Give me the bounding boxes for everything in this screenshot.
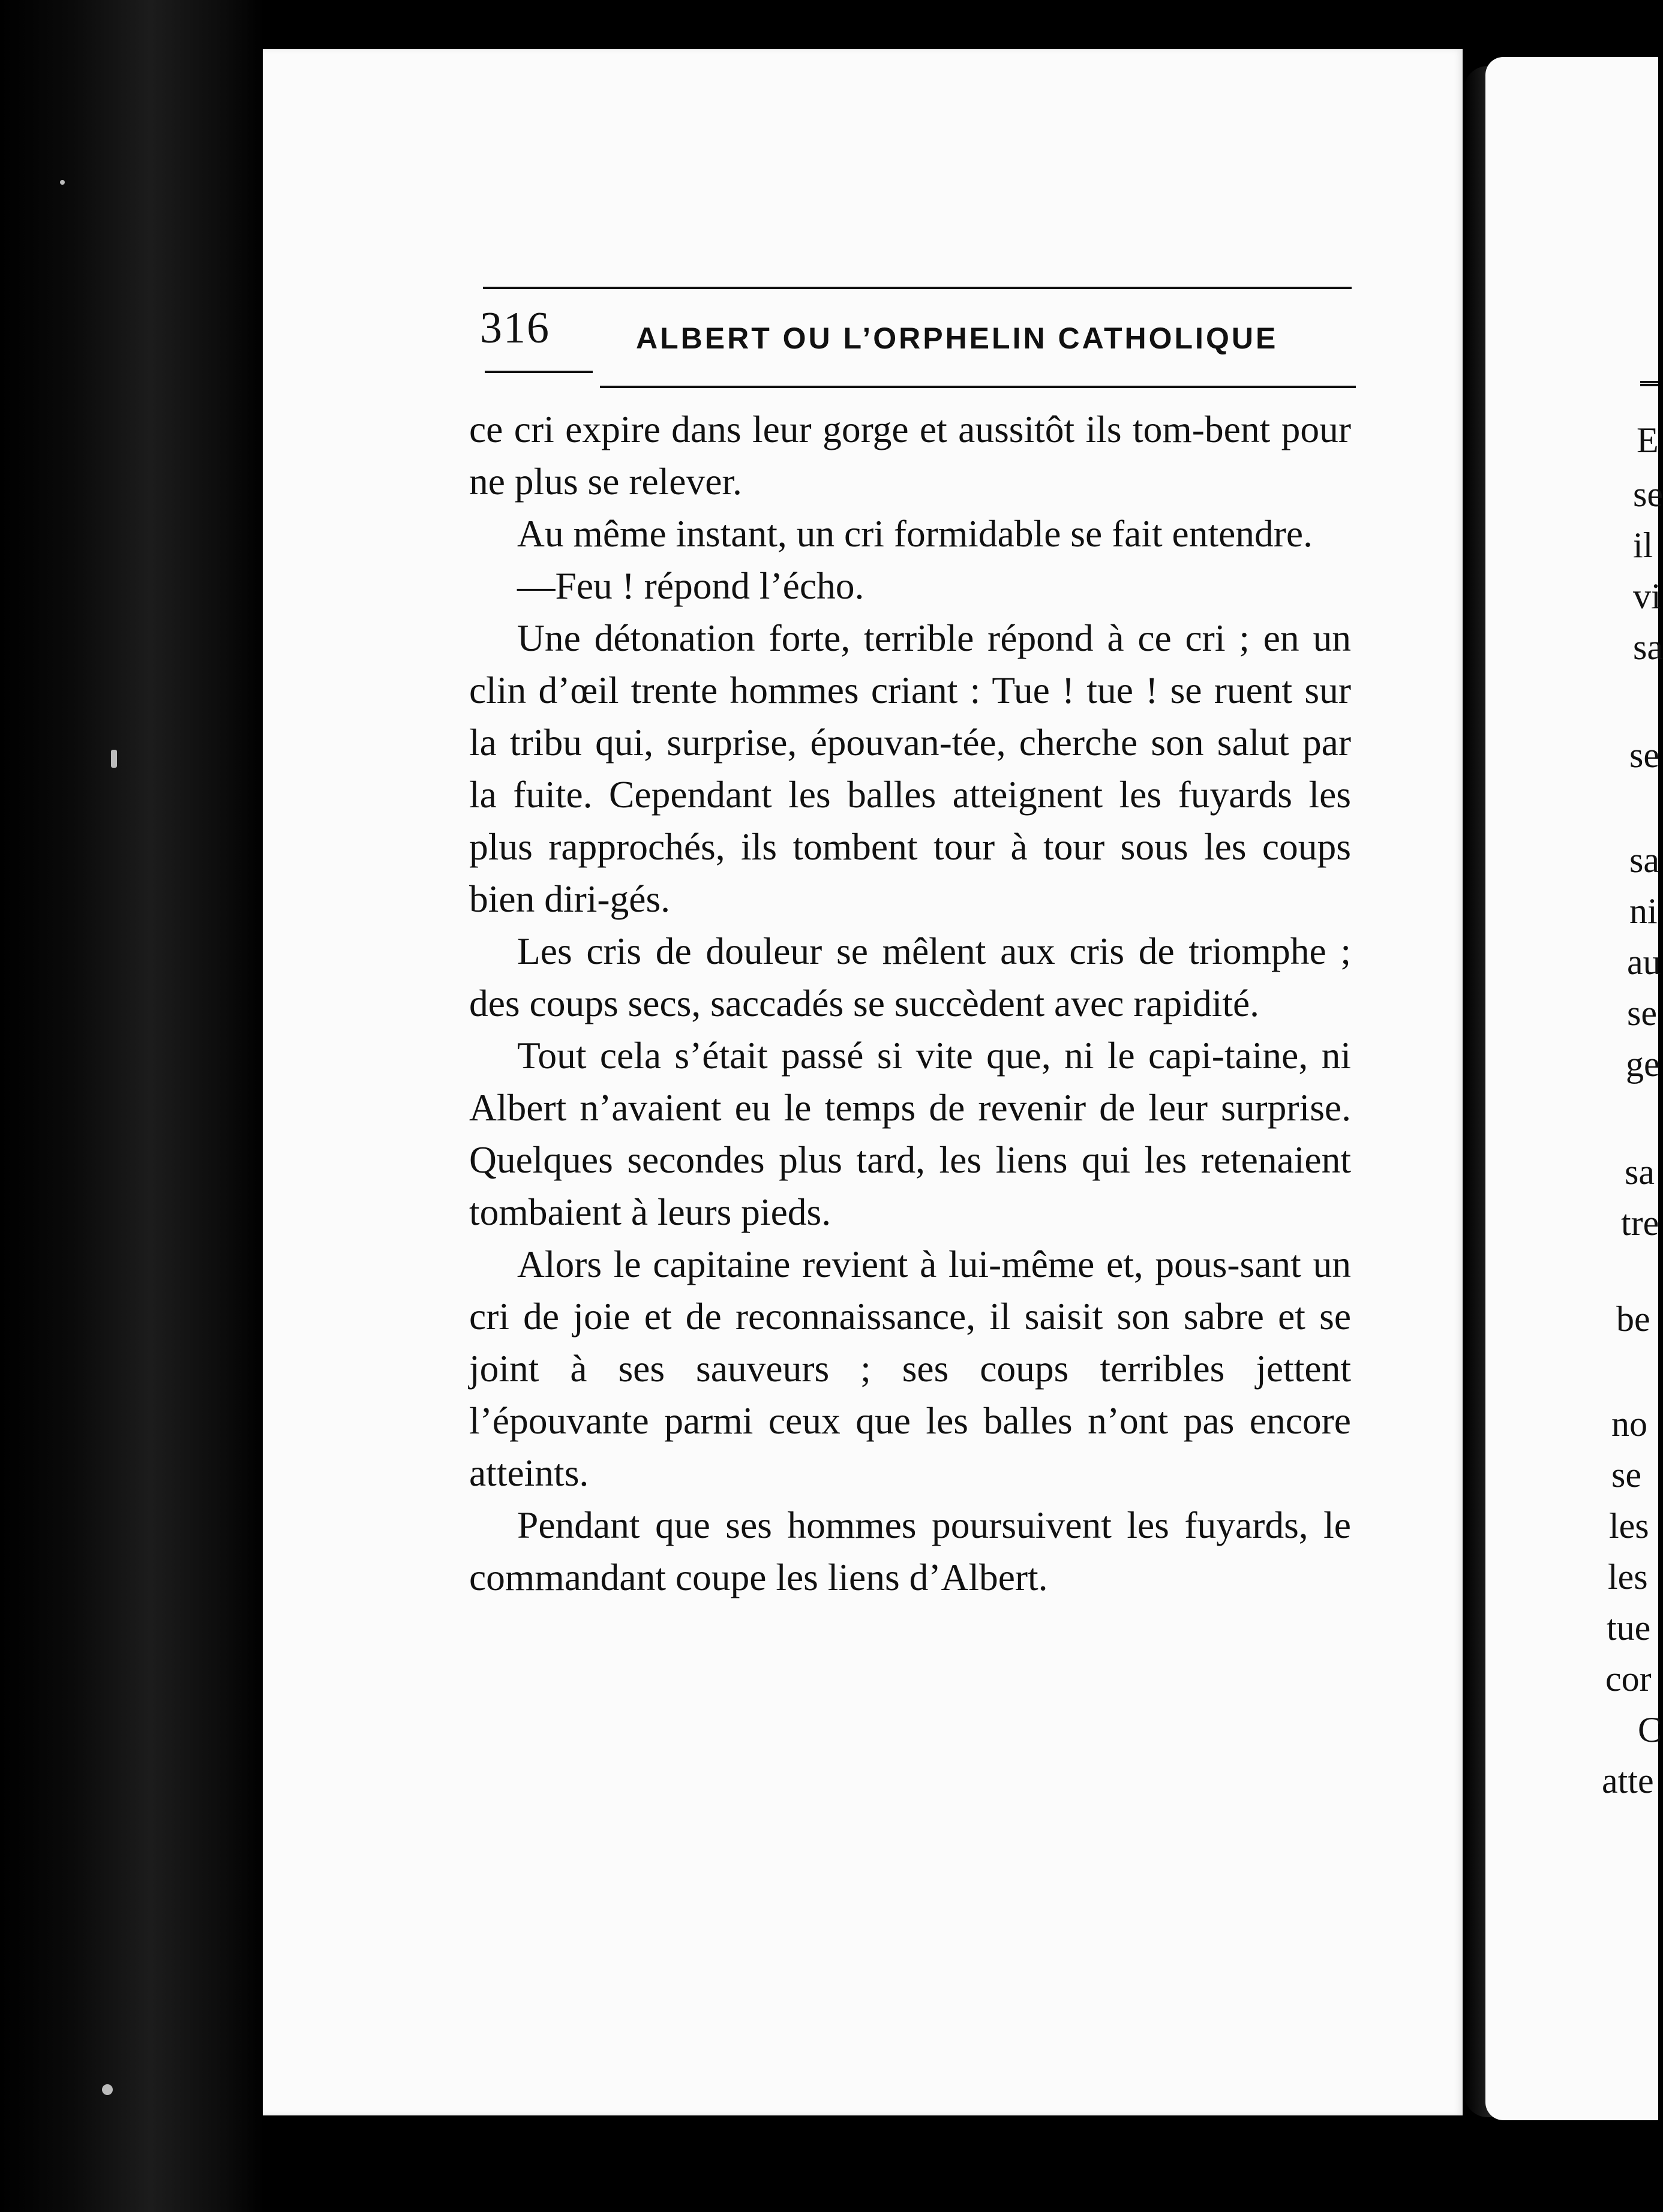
- page-number: 316: [480, 303, 550, 353]
- fragment: cor: [1605, 1659, 1652, 1699]
- fragment: vi: [1633, 576, 1661, 616]
- fragment: se: [1629, 735, 1659, 775]
- header-rule-bottom-short: [485, 371, 593, 373]
- header-rule-bottom-long: [600, 386, 1356, 388]
- fragment: tue: [1607, 1608, 1651, 1648]
- facing-page-rule: [1640, 381, 1658, 383]
- fragment: atte: [1602, 1761, 1654, 1801]
- fragment: au: [1627, 942, 1661, 982]
- fragment: il: [1633, 525, 1653, 565]
- paragraph: Alors le capitaine revient à lui-même et, pous-sant un cri de joie et de reconnaissance, il saisit son sabre et se joint à ses sauveurs ; ses coups terribles jettent l’épouvante parmi ceux que les balles n’ont pas encore atteints.: [469, 1243, 1351, 1494]
- paragraph: Pendant que ses hommes poursuivent les fuyards, le commandant coupe les liens d’Albert.: [469, 1504, 1351, 1598]
- facing-page-edge: [1485, 57, 1658, 2120]
- fragment: se: [1633, 474, 1663, 514]
- header-rule-top: [483, 287, 1352, 289]
- paragraph: Une détonation forte, terrible répond à ce cri ; en un clin d’œil trente hommes criant : Tue ! tue ! se ruent sur la tribu qui, surprise, épouvan-tée, cherche son salut par la fuite. Cependant les balles atteignent les fuyards les plus rapprochés, ils tombent tour à tour sous les coups bien diri-gés.: [469, 617, 1351, 920]
- paragraph: —Feu ! répond l’écho.: [517, 564, 864, 607]
- fragment: sa: [1633, 627, 1663, 667]
- running-title: ALBERT OU L’ORPHELIN CATHOLIQUE: [636, 321, 1278, 355]
- dust-speck: [60, 180, 65, 185]
- body-text: [469, 403, 1351, 1603]
- fragment: no: [1611, 1404, 1647, 1444]
- fragment: les: [1609, 1506, 1649, 1546]
- fragment: les: [1608, 1557, 1648, 1597]
- paragraph: ce cri expire dans leur gorge et aussitôt ils tom-bent pour ne plus se relever.: [469, 408, 1351, 503]
- fragment: se: [1611, 1455, 1641, 1495]
- running-head: [480, 303, 1347, 369]
- paragraph: Les cris de douleur se mêlent aux cris de triomphe ; des coups secs, saccadés se succèdent avec rapidité.: [469, 930, 1351, 1024]
- dust-speck: [102, 2084, 113, 2095]
- fragment: ni: [1629, 891, 1658, 931]
- dust-speck: [111, 750, 117, 768]
- fragment: sa: [1629, 840, 1659, 880]
- paragraph: Tout cela s’était passé si vite que, ni le capi-taine, ni Albert n’avaient eu le temps de revenir de leur surprise. Quelques secondes plus tard, les liens qui les retenaient tombaient à leurs pieds.: [469, 1034, 1351, 1233]
- fragment: se: [1627, 993, 1657, 1033]
- paragraph: Au même instant, un cri formidable se fait entendre.: [517, 512, 1313, 555]
- fragment: be: [1616, 1299, 1650, 1339]
- facing-page-rule: [1640, 384, 1658, 386]
- fragment: ge: [1626, 1044, 1660, 1084]
- fragment: tre: [1621, 1203, 1659, 1243]
- fragment: C: [1638, 1710, 1662, 1750]
- fragment: E: [1637, 420, 1659, 460]
- fragment: sa: [1625, 1152, 1655, 1192]
